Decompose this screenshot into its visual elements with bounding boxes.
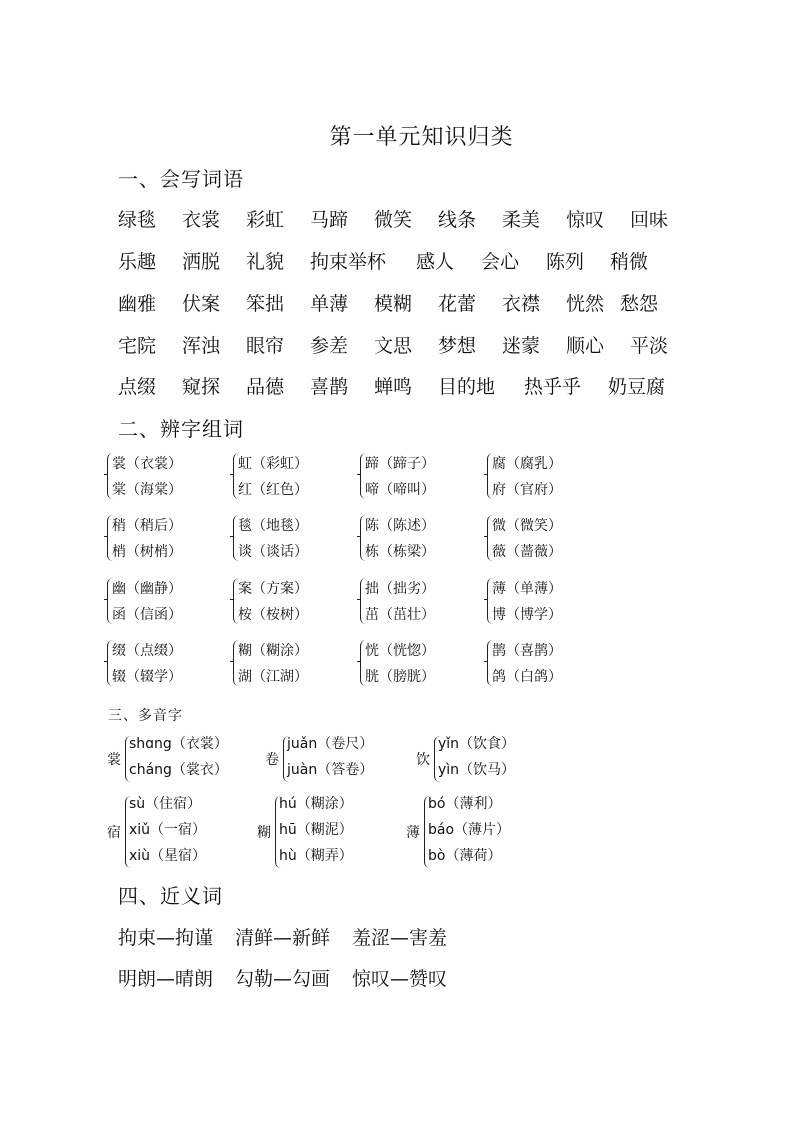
- vocab-word: 伏案: [182, 293, 221, 315]
- brace-mark: [487, 578, 493, 624]
- section4-heading: 四、近义词: [118, 884, 223, 908]
- synonym-pair: 明朗—晴朗: [118, 968, 214, 990]
- char-pair: [112, 638, 182, 690]
- pair-entry: 微（微笑）: [492, 518, 562, 534]
- pair-entry: 湖（江湖）: [238, 669, 308, 685]
- vocab-word: 平淡: [630, 335, 669, 357]
- brace-mark: [233, 453, 239, 499]
- pair-entry: 恍（恍惚）: [365, 643, 435, 659]
- char-pair: [492, 451, 562, 503]
- pair-entry: 啼（啼叫）: [365, 482, 435, 498]
- brace-mark: [233, 515, 239, 561]
- brace-mark: [107, 515, 113, 561]
- polyphone-char: 糊: [257, 825, 271, 841]
- vocab-word: 礼貌: [246, 251, 285, 273]
- vocab-word: 模糊: [374, 293, 413, 315]
- pair-entry: 茁（茁壮）: [365, 607, 435, 623]
- pair-entry: 鸽（白鸽）: [492, 669, 562, 685]
- pair-entry: 辍（辍学）: [112, 669, 182, 685]
- synonym-pair: 清鲜—新鲜: [235, 927, 331, 949]
- vocab-word: 会心: [481, 251, 520, 273]
- pair-entry: 幽（幽静）: [112, 581, 182, 597]
- char-pair: [238, 638, 308, 690]
- section1-heading: 一、会写词语: [118, 167, 244, 191]
- char-pair: [112, 576, 182, 628]
- vocab-word: 蝉鸣: [374, 376, 413, 398]
- char-pair: [492, 576, 562, 628]
- polyphone-char: 裳: [107, 752, 121, 768]
- pair-entry: 鹊（喜鹊）: [492, 643, 562, 659]
- polyphone-char: 饮: [416, 752, 430, 768]
- polyphone-reading: cháng（裳衣）: [129, 762, 228, 778]
- vocab-word: 宅院: [118, 335, 157, 357]
- vocab-word: 笨拙: [246, 293, 285, 315]
- vocab-word: 感人: [416, 251, 455, 273]
- brace-mark: [360, 515, 366, 561]
- brace-mark: [233, 578, 239, 624]
- vocab-word: 单薄: [310, 293, 349, 315]
- vocab-word: 热乎乎: [524, 376, 582, 398]
- section2-heading: 二、辨字组词: [118, 417, 244, 441]
- polyphone-reading: yìn（饮马）: [438, 762, 516, 778]
- char-pair: [112, 451, 182, 503]
- vocab-word: 迷蒙: [502, 335, 541, 357]
- pair-entry: 棠（海棠）: [112, 482, 182, 498]
- polyphone-reading: juǎn（卷尺）: [287, 736, 374, 752]
- pair-entry: 桉（桉树）: [238, 607, 308, 623]
- vocab-word: 品德: [246, 376, 285, 398]
- vocab-word: 窥探: [182, 376, 221, 398]
- pair-entry: 蹄（蹄子）: [365, 456, 435, 472]
- synonym-pair: 拘束—拘谨: [118, 927, 214, 949]
- vocab-word: 愁怨: [620, 293, 659, 315]
- pair-entry: 缀（点缀）: [112, 643, 182, 659]
- char-pair: [365, 638, 435, 690]
- vocab-word: 衣襟: [502, 293, 541, 315]
- polyphone-reading: hú（糊涂）: [279, 796, 353, 812]
- pair-entry: 稍（稍后）: [112, 518, 182, 534]
- vocab-word: 洒脱: [182, 251, 221, 273]
- pair-entry: 毯（地毯）: [238, 518, 308, 534]
- vocab-word: 点缀: [118, 376, 157, 398]
- char-pair: [238, 451, 308, 503]
- polyphone-reading: bó（薄利）: [428, 796, 502, 812]
- brace-mark: [487, 453, 493, 499]
- vocab-word: 梦想: [438, 335, 477, 357]
- pair-entry: 拙（拙劣）: [365, 581, 435, 597]
- brace-mark: [107, 578, 113, 624]
- pair-entry: 红（红色）: [238, 482, 308, 498]
- pair-entry: 陈（陈述）: [365, 518, 435, 534]
- char-pair: [365, 451, 435, 503]
- vocab-word: 绿毯: [118, 209, 157, 231]
- vocab-word: 稍微: [610, 251, 649, 273]
- char-pair: [112, 513, 182, 565]
- vocab-word: 顺心: [566, 335, 605, 357]
- vocab-word: 柔美: [502, 209, 541, 231]
- char-pair: [238, 576, 308, 628]
- pair-entry: 胱（膀胱）: [365, 669, 435, 685]
- synonym-pair: 惊叹—赞叹: [352, 968, 448, 990]
- pair-entry: 薄（单薄）: [492, 581, 562, 597]
- synonym-pair: 羞涩—害羞: [352, 927, 448, 949]
- vocab-word: 恍然: [566, 293, 605, 315]
- vocab-word: 衣裳: [182, 209, 221, 231]
- brace-mark: [233, 640, 239, 686]
- pair-entry: 博（博学）: [492, 607, 562, 623]
- vocab-word: 线条: [438, 209, 477, 231]
- polyphone-char: 卷: [265, 752, 279, 768]
- vocab-word: 陈列: [546, 251, 585, 273]
- pair-entry: 虹（彩虹）: [238, 456, 308, 472]
- polyphone-reading: yǐn（饮食）: [438, 736, 516, 752]
- brace-mark: [487, 515, 493, 561]
- brace-mark: [107, 453, 113, 499]
- vocab-word: 文思: [374, 335, 413, 357]
- synonym-row: [118, 923, 469, 950]
- brace-mark: [360, 640, 366, 686]
- pair-entry: 梢（树梢）: [112, 544, 182, 560]
- vocab-word: 微笑: [374, 209, 413, 231]
- polyphone-char: 宿: [107, 825, 121, 841]
- polyphone-reading: juàn（答卷）: [287, 762, 374, 778]
- pair-entry: 腐（腐乳）: [492, 456, 562, 472]
- vocab-word: 回味: [630, 209, 669, 231]
- vocab-word: 幽雅: [118, 293, 157, 315]
- vocab-word: 奶豆腐: [608, 376, 666, 398]
- page-title: 第一单元知识归类: [329, 125, 514, 150]
- vocab-word: 拘束举杯: [310, 251, 387, 273]
- brace-mark: [487, 640, 493, 686]
- pair-entry: 府（官府）: [492, 482, 562, 498]
- polyphone-reading: xiǔ（一宿）: [129, 822, 207, 838]
- polyphone-char: 薄: [406, 825, 420, 841]
- polyphone-reading: xiù（星宿）: [129, 848, 207, 864]
- polyphone-reading: bò（薄荷）: [428, 848, 502, 864]
- brace-mark: [360, 453, 366, 499]
- brace-mark: [107, 640, 113, 686]
- polyphone-reading: hù（糊弄）: [279, 848, 353, 864]
- section3-heading: 三、多音字: [108, 708, 183, 724]
- vocab-word: 马蹄: [310, 209, 349, 231]
- vocab-word: 花蕾: [438, 293, 477, 315]
- vocab-word: 眼帘: [246, 335, 285, 357]
- pair-entry: 谈（谈话）: [238, 544, 308, 560]
- vocab-word: 参差: [310, 335, 349, 357]
- polyphone-reading: shɑng（衣裳）: [129, 736, 228, 752]
- synonym-row: [118, 964, 469, 991]
- synonym-pair: 勾勒—勾画: [235, 968, 331, 990]
- polyphone-reading: sù（住宿）: [129, 796, 202, 812]
- pair-entry: 糊（糊涂）: [238, 643, 308, 659]
- pair-entry: 栋（栋梁）: [365, 544, 435, 560]
- vocab-word: 浑浊: [182, 335, 221, 357]
- char-pair: [365, 576, 435, 628]
- vocab-word: 惊叹: [566, 209, 605, 231]
- vocab-word: 彩虹: [246, 209, 285, 231]
- char-pair: [365, 513, 435, 565]
- char-pair: [492, 638, 562, 690]
- polyphone-reading: báo（薄片）: [428, 822, 511, 838]
- pair-entry: 函（信函）: [112, 607, 182, 623]
- char-pair: [238, 513, 308, 565]
- pair-entry: 案（方案）: [238, 581, 308, 597]
- pair-entry: 裳（衣裳）: [112, 456, 182, 472]
- vocab-word: 目的地: [438, 376, 496, 398]
- polyphone-reading: hū（糊泥）: [279, 822, 353, 838]
- vocab-word: 乐趣: [118, 251, 157, 273]
- brace-mark: [360, 578, 366, 624]
- pair-entry: 薇（蔷薇）: [492, 544, 562, 560]
- vocab-word: 喜鹊: [310, 376, 349, 398]
- char-pair: [492, 513, 562, 565]
